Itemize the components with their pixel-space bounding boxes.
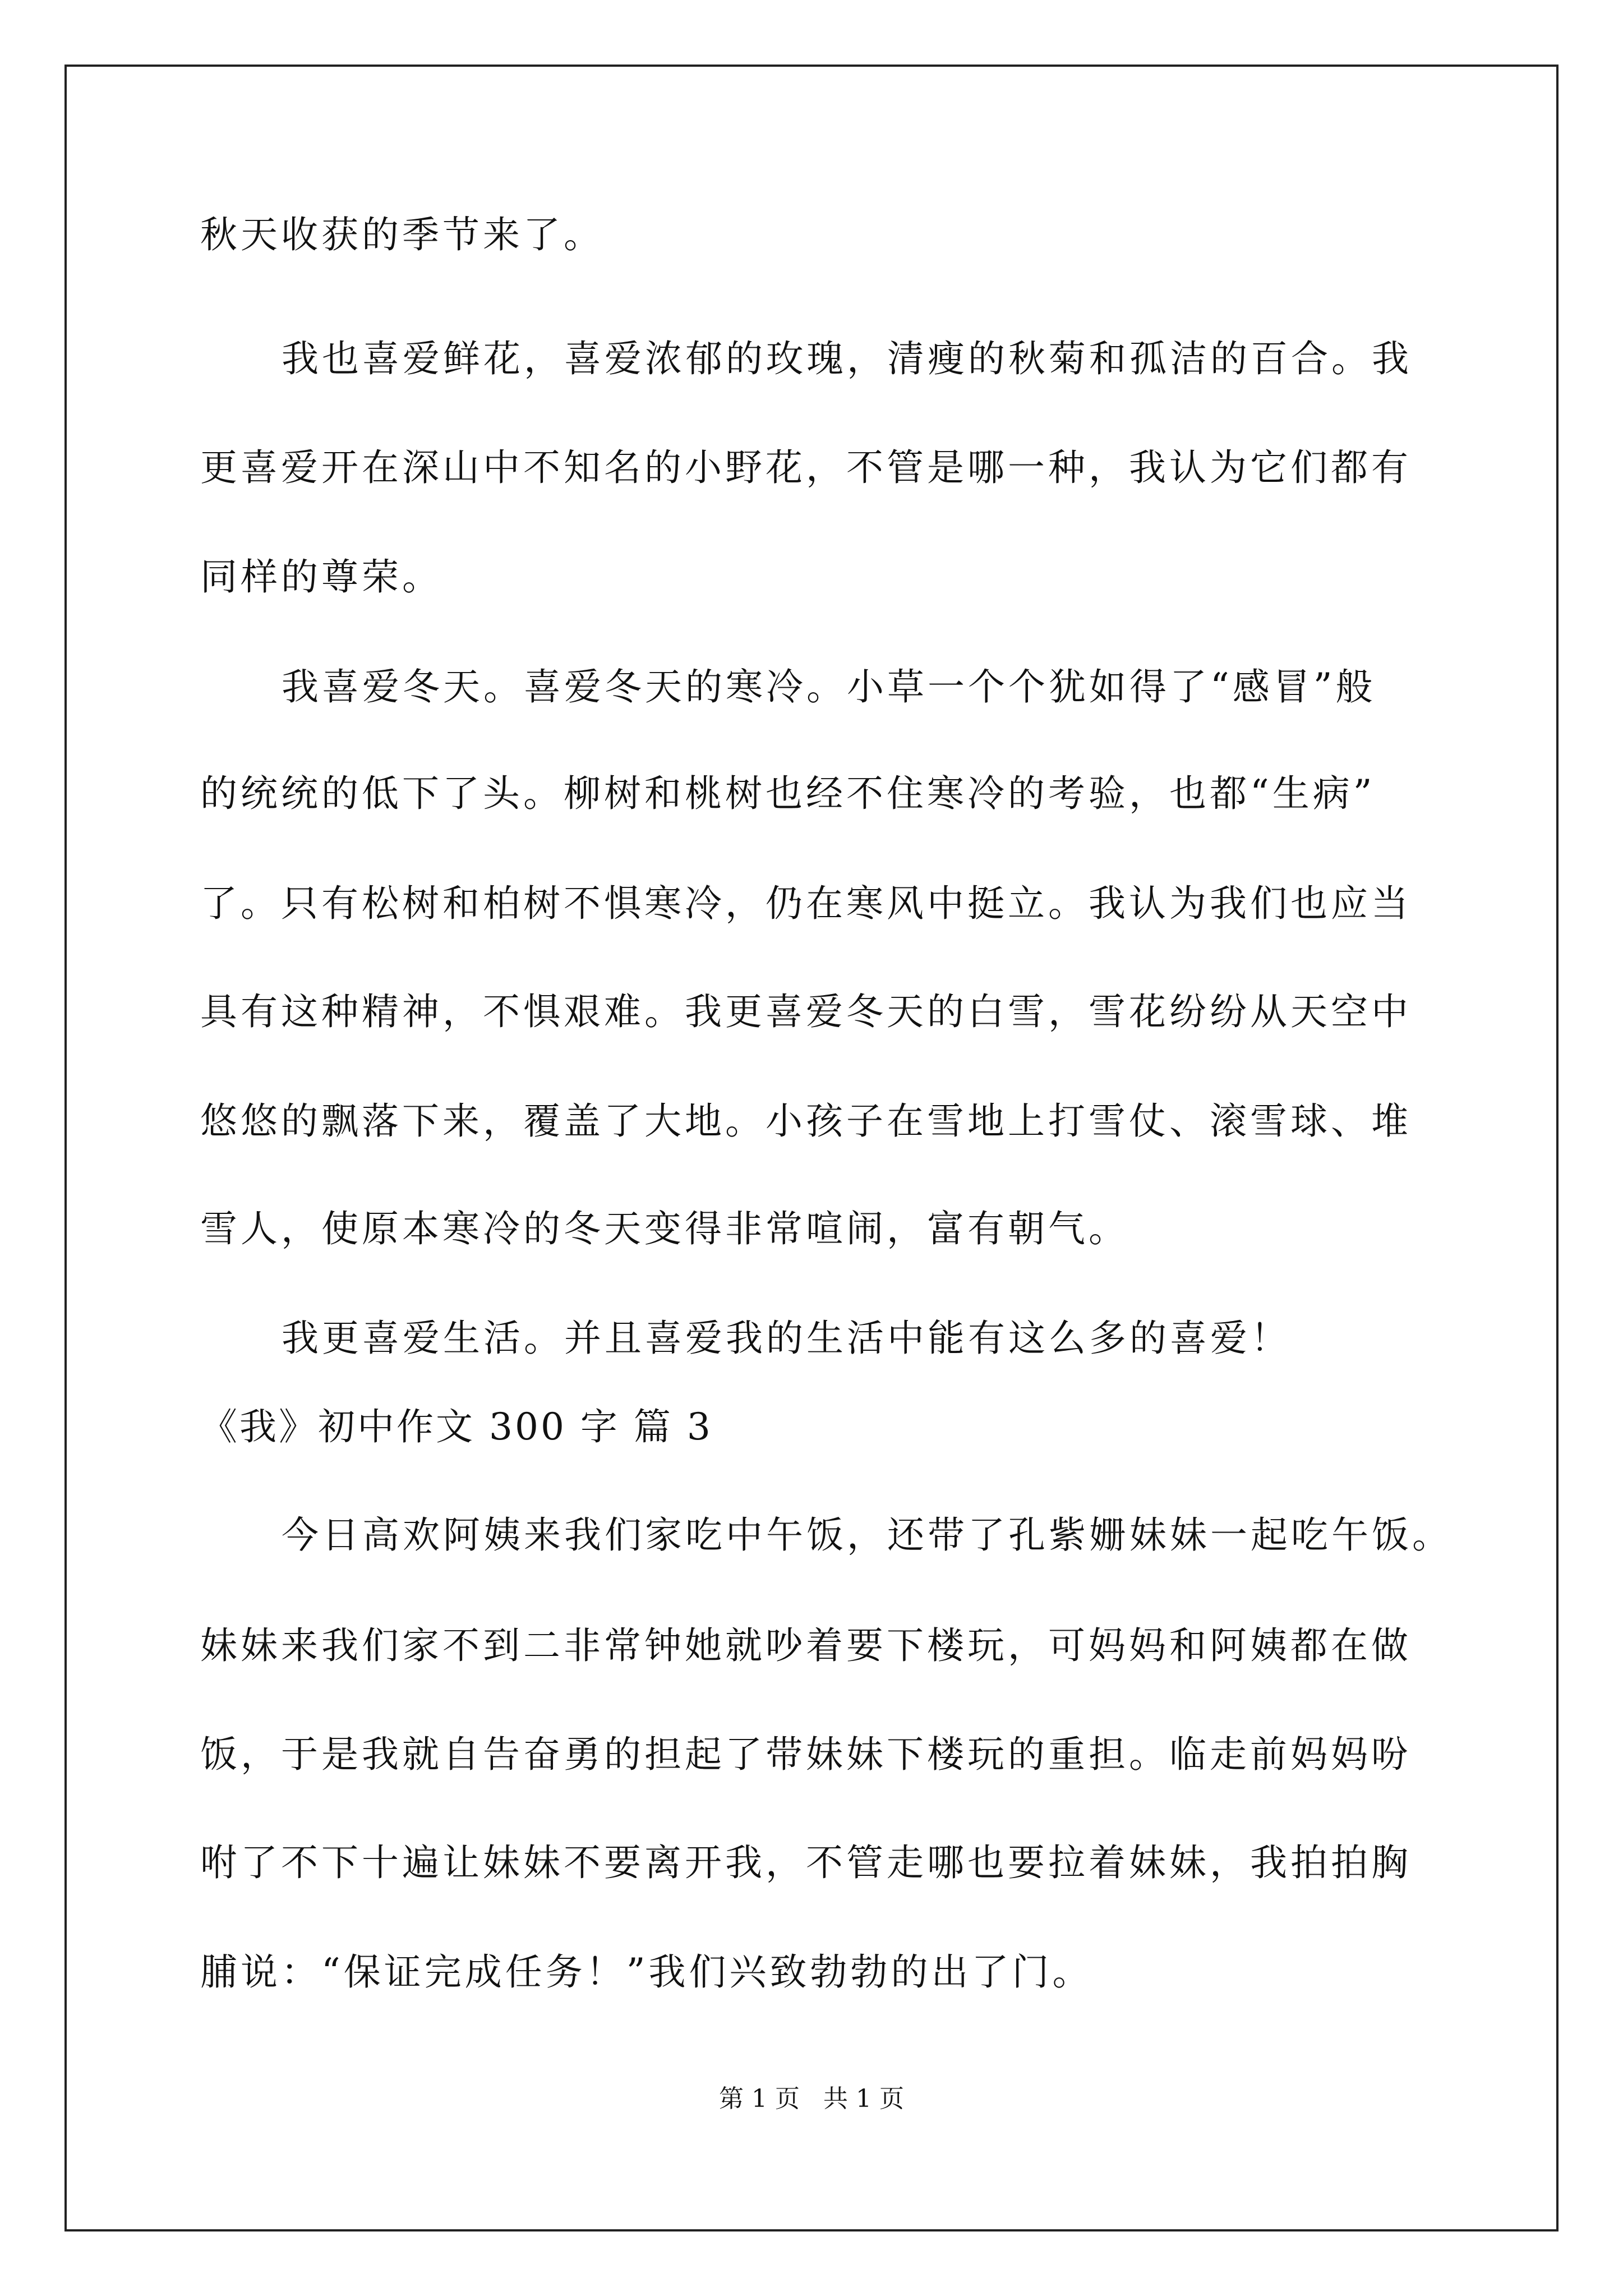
body-text-line: 悠悠的飘落下来，覆盖了大地。小孩子在雪地上打雪仗、滚雪球、堆 xyxy=(200,1099,1412,1143)
body-text-line: 更喜爱开在深山中不知名的小野花，不管是哪一种，我认为它们都有 xyxy=(200,446,1412,489)
body-text-line: 秋天收获的季节来了。 xyxy=(200,213,604,256)
body-text-line: 我也喜爱鲜花，喜爱浓郁的玫瑰，清瘦的秋菊和孤洁的百合。我 xyxy=(282,337,1412,380)
body-text-line: 具有这种精神，不惧艰难。我更喜爱冬天的白雪，雪花纷纷从天空中 xyxy=(200,990,1412,1033)
body-text-line: 了。只有松树和柏树不惧寒冷，仍在寒风中挺立。我认为我们也应当 xyxy=(200,882,1412,925)
body-text-line: 同样的尊荣。 xyxy=(200,555,442,599)
body-text-line: 脯说：“保证完成任务！”我们兴致勃勃的出了门。 xyxy=(200,1950,1093,1994)
section-heading: 《我》初中作文 300 字 篇 3 xyxy=(200,1405,713,1448)
body-text-line: 我喜爱冬天。喜爱冬天的寒冷。小草一个个犹如得了“感冒”般 xyxy=(282,665,1376,708)
body-text-line: 咐了不下十遍让妹妹不要离开我，不管走哪也要拉着妹妹，我拍拍胸 xyxy=(200,1841,1412,1884)
body-text-line: 今日高欢阿姨来我们家吃中午饭，还带了孔紫姗妹妹一起吃午饭。 xyxy=(282,1513,1453,1557)
body-text-line: 饭，于是我就自告奋勇的担起了带妹妹下楼玩的重担。临走前妈妈吩 xyxy=(200,1733,1412,1776)
body-text-line: 我更喜爱生活。并且喜爱我的生活中能有这么多的喜爱！ xyxy=(282,1317,1291,1360)
body-text-line: 雪人，使原本寒冷的冬天变得非常喧闹，富有朝气。 xyxy=(200,1207,1129,1250)
body-text-line: 的统统的低下了头。柳树和桃树也经不住寒冷的考验，也都“生病” xyxy=(200,772,1376,815)
page-border xyxy=(64,65,1559,2231)
page-footer: 第 1 页 共 1 页 xyxy=(719,2085,904,2113)
body-text-line: 妹妹来我们家不到二非常钟她就吵着要下楼玩，可妈妈和阿姨都在做 xyxy=(200,1624,1412,1667)
